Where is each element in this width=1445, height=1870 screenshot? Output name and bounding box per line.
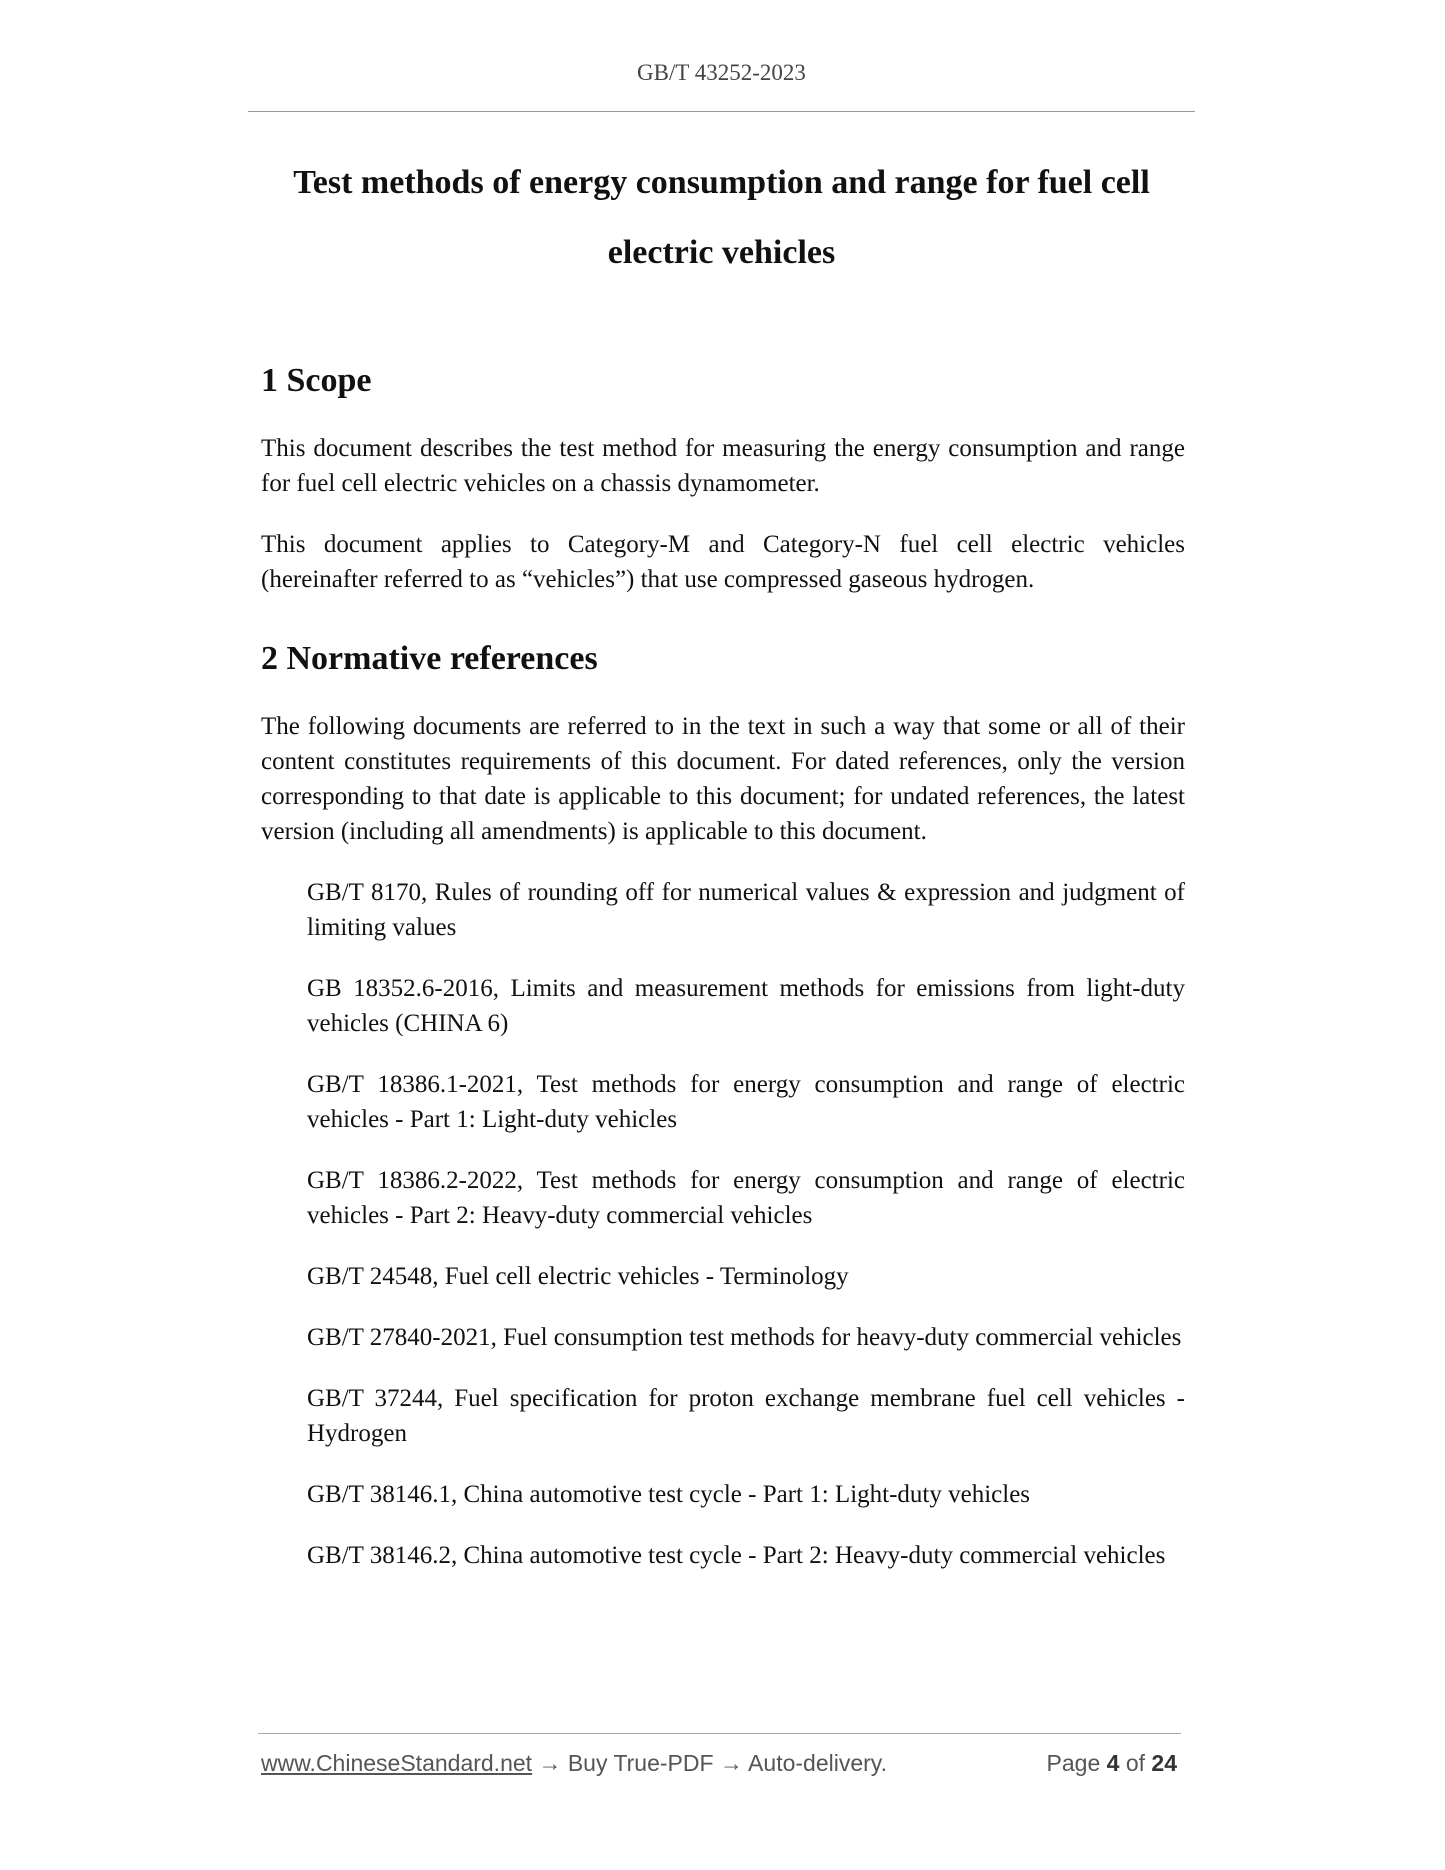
reference-item: GB/T 24548, Fuel cell electric vehicles - Terminology (307, 1263, 849, 1290)
footer-divider (258, 1733, 1181, 1734)
reference-item: GB/T 27840-2021, Fuel consumption test methods for heavy-duty commercial vehicles (307, 1324, 1182, 1351)
header-divider (248, 111, 1195, 112)
footer-promo (261, 1750, 887, 1777)
page-current: 4 (1106, 1750, 1120, 1776)
section-heading-normative-references: 2 Normative references (261, 640, 598, 677)
website-link[interactable]: www.ChineseStandard.net (261, 1750, 533, 1776)
title-line-1: Test methods of energy consumption and range for fuel cell (293, 164, 1150, 201)
page-label: Page (1046, 1750, 1101, 1776)
reference-list (261, 875, 1185, 1573)
reference-item: GB/T 8170, Rules of rounding off for numerical values & expression and judgment of limiting values (307, 879, 1185, 941)
reference-item: GB 18352.6-2016, Limits and measurement methods for emissions from light-duty vehicles (CHINA 6) (307, 975, 1185, 1037)
document-title (248, 148, 1195, 288)
reference-item: GB/T 18386.2-2022, Test methods for energy consumption and range of electric vehicles - Part 2: Heavy-duty commercial vehicles (307, 1167, 1185, 1229)
reference-item: GB/T 18386.1-2021, Test methods for energy consumption and range of electric vehicles - Part 1: Light-duty vehicles (307, 1071, 1185, 1133)
normative-references-intro: The following documents are referred to in the text in such a way that some or all of their content constitutes requirements of this document. For dated references, only the version corresponding to that date is applicable to this document; for undated references, the latest version (including all amendments) is applicable to this document. (261, 713, 1185, 845)
section-heading-scope: 1 Scope (261, 362, 372, 399)
page-total: 24 (1151, 1750, 1177, 1776)
scope-paragraph-1: This document describes the test method for measuring the energy consumption and range for fuel cell electric vehicles on a chassis dynamometer. (261, 435, 1185, 497)
reference-item: GB/T 37244, Fuel specification for proton exchange membrane fuel cell vehicles - Hydrogen (307, 1385, 1185, 1447)
document-body (261, 355, 1185, 1599)
title-line-2: electric vehicles (607, 234, 836, 271)
footer-promo-text: → Buy True-PDF → Auto-delivery. (532, 1750, 887, 1776)
scope-paragraph-2: This document applies to Category-M and Category-N fuel cell electric vehicles (hereinafter referred to as “vehicles”) that use compressed gaseous hydrogen. (261, 531, 1185, 593)
page-number (1047, 1750, 1177, 1777)
page-header-code: GB/T 43252-2023 (637, 60, 806, 85)
reference-item: GB/T 38146.2, China automotive test cycle - Part 2: Heavy-duty commercial vehicles (307, 1542, 1166, 1569)
reference-item: GB/T 38146.1, China automotive test cycle - Part 1: Light-duty vehicles (307, 1481, 1031, 1508)
page-of: of (1125, 1750, 1146, 1776)
